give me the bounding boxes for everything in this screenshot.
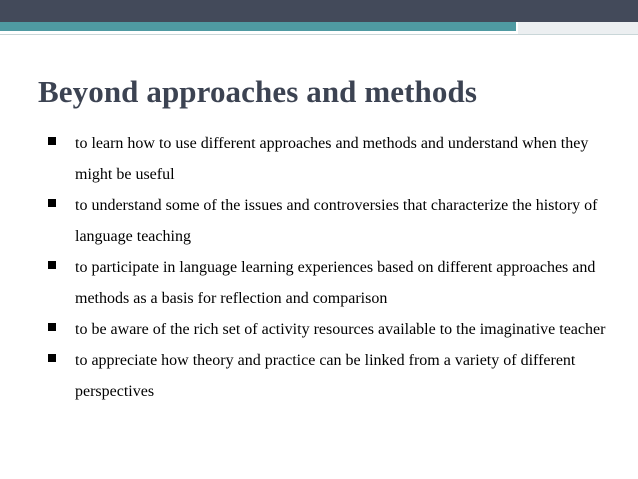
square-bullet-icon [48, 137, 56, 145]
bullet-item [40, 345, 620, 407]
bullet-item [40, 128, 620, 190]
bullet-text: to learn how to use different approaches and methods and understand when they might be useful [75, 135, 589, 183]
bullet-text: to understand some of the issues and controversies that characterize the history of language teaching [75, 197, 598, 245]
header-tab-accent [516, 22, 638, 34]
bullet-text: to be aware of the rich set of activity resources available to the imaginative teacher [75, 321, 606, 338]
bullet-item [40, 190, 620, 252]
bullet-item [40, 314, 620, 345]
bullet-text: to appreciate how theory and practice can be linked from a variety of different perspectives [75, 352, 576, 400]
header-dark-bar [0, 0, 638, 22]
square-bullet-icon [48, 261, 56, 269]
bullet-item [40, 252, 620, 314]
slide-title: Beyond approaches and methods [38, 74, 478, 109]
bullet-text: to participate in language learning experiences based on different approaches and methods as a basis for reflection and comparison [75, 259, 596, 307]
square-bullet-icon [48, 354, 56, 362]
bullet-list [40, 128, 620, 407]
square-bullet-icon [48, 199, 56, 207]
square-bullet-icon [48, 323, 56, 331]
header-divider [0, 34, 638, 35]
